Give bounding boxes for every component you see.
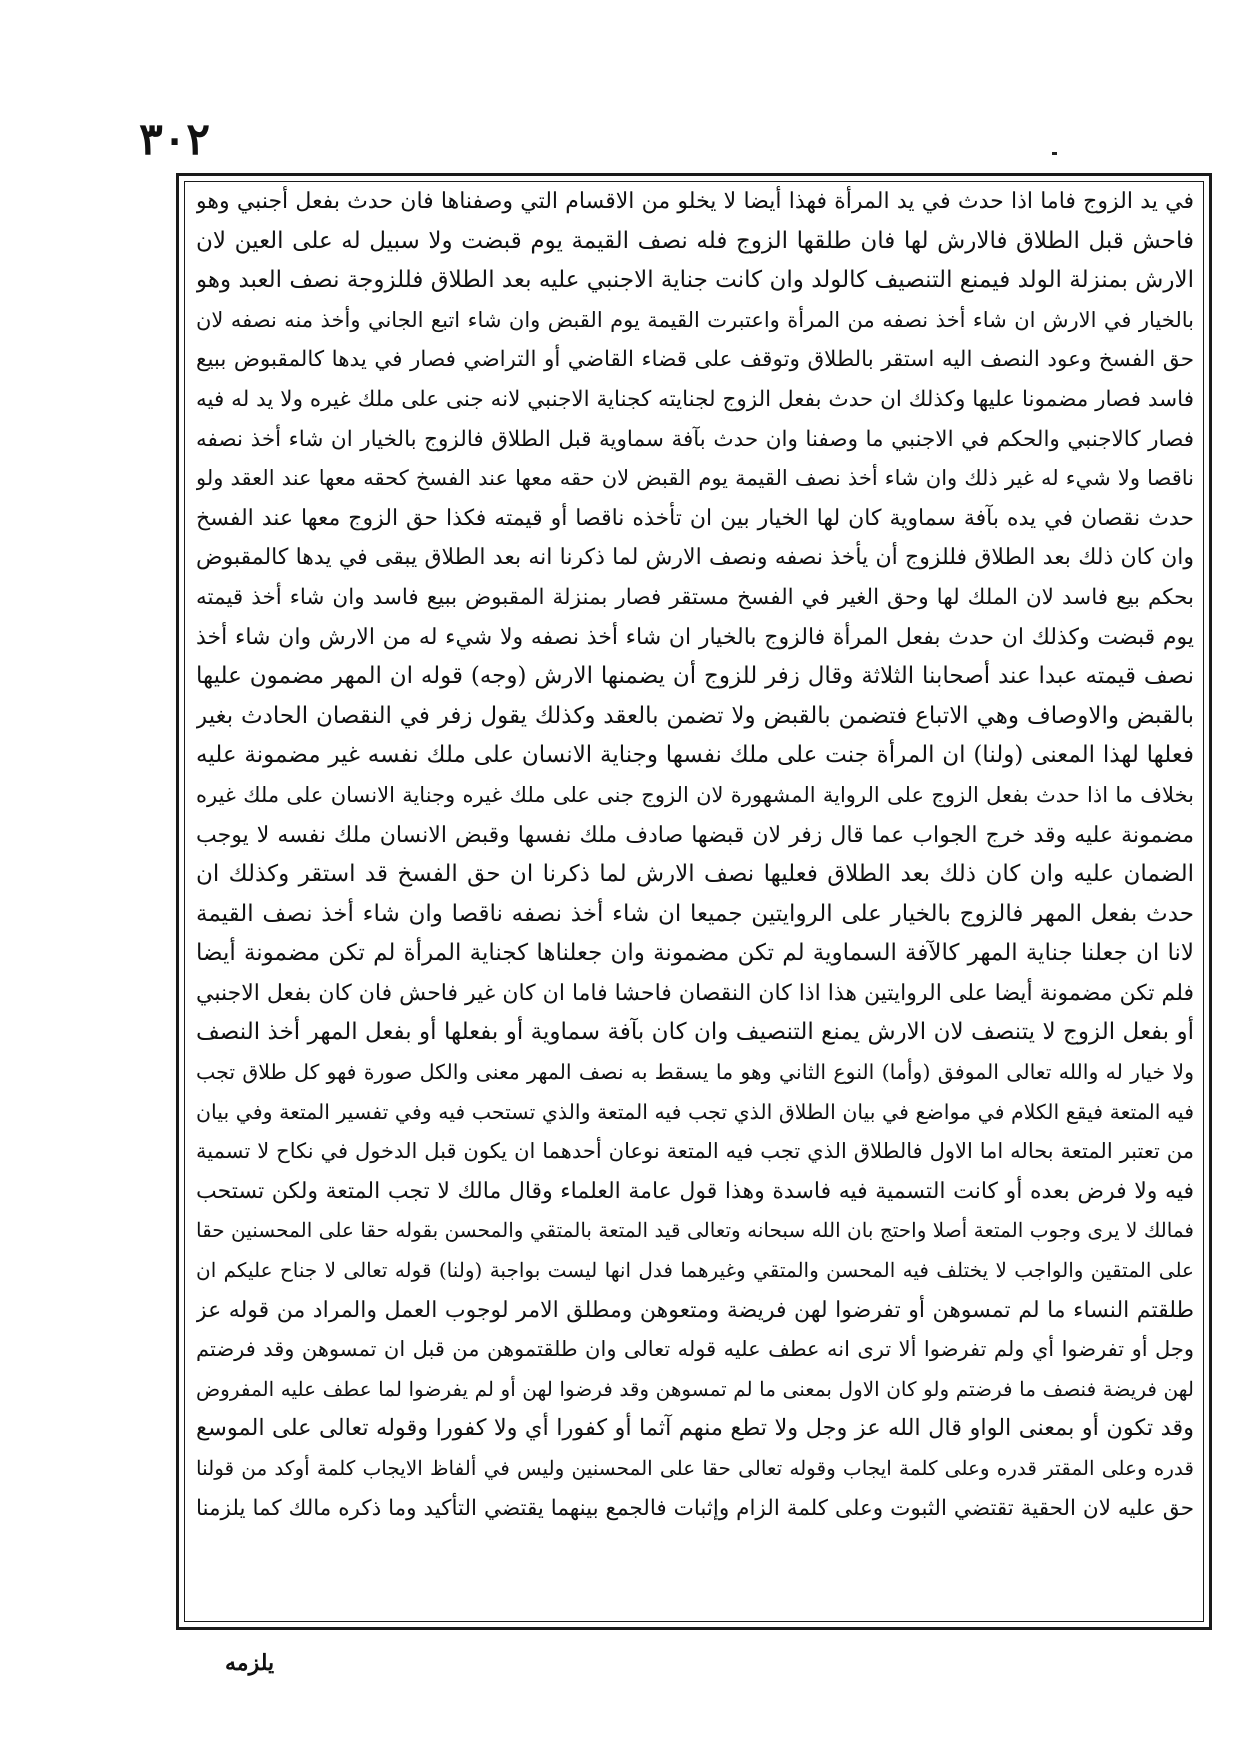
catchword: يلزمه (225, 1650, 275, 1676)
text-line: ناقصا ولا شيء له غير ذلك وان شاء أخذ نصف القيمة يوم القبض لان حقه معها عند الفسخ كحقه معها عند العقد ولو (196, 466, 1194, 491)
text-line: فصار كالاجنبي والحكم في الاجنبي ما وصفنا وان حدث بآفة سماوية قبل الطلاق فالزوج بالخيار ان شاء أخذ نصفه (196, 426, 1194, 452)
text-line: أو بفعل الزوج لا يتنصف لان الارش يمنع التنصيف وان كان بآفة سماوية أو بفعلها أو بفعل المهر أخذ النصف (196, 1019, 1194, 1046)
text-line: الارش بمنزلة الولد فيمنع التنصيف كالولد وان كانت جناية الاجنبي عليه بعد الطلاق فللزوجة نصف العبد وهو (196, 267, 1194, 294)
text-line: قدره وعلى المقتر قدره وعلى كلمة ايجاب وقوله تعالى حقا على المحسنين وليس في ألفاظ الايجاب كلمة أوكد من قولنا (196, 1456, 1194, 1480)
text-line: وجل أو تفرضوا أي ولم تفرضوا ألا ترى انه عطف عليه قوله تعالى وان طلقتموهن من قبل ان تمسوهن وقد فرضتم (196, 1337, 1194, 1362)
text-line: فاحش قبل الطلاق فالارش لها فان طلقها الزوج فله نصف القيمة يوم قبضت ولا سبيل له على العين لان (196, 227, 1194, 254)
text-line: يوم قبضت وكذلك ان حدث بفعل المرأة فالزوج بالخيار ان شاء أخذ نصفه ولا شيء له من الارش وان شاء أخذ (196, 624, 1194, 650)
text-line: الضمان عليه وان كان ذلك بعد الطلاق فعليها نصف الارش لما ذكرنا ان حق الفسخ قد استقر وكذلك ان (196, 861, 1194, 888)
body-text (196, 182, 1194, 1612)
text-line: بالخيار في الارش ان شاء أخذ نصفه من المرأة واعتبرت القيمة يوم القبض وان شاء اتبع الجاني وأخذ منه نصفه لان (196, 307, 1194, 332)
text-line: طلقتم النساء ما لم تمسوهن أو تفرضوا لهن فريضة ومتعوهن ومطلق الامر لوجوب العمل والمراد من قوله عز (196, 1297, 1194, 1323)
text-line: نصف قيمته عبدا عند أصحابنا الثلاثة وقال زفر للزوج أن يضمنها الارش (وجه) قوله ان المهر مضمون عليها (196, 663, 1194, 690)
text-line: ولا خيار له والله تعالى الموفق (وأما) النوع الثاني وهو ما يسقط به نصف المهر معنى والكل صورة فهو كل طلاق تجب (196, 1060, 1194, 1085)
text-line: فاسد فصار مضمونا عليها وكذلك ان حدث بفعل الزوج لجنايته كجناية الاجنبي لانه جنى على ملك غيره ولا يد له فيه (196, 386, 1194, 412)
page-number: ٣٠٢ (139, 114, 210, 165)
text-line: فلم تكن مضمونة أيضا على الروايتين هذا اذا كان النقصان فاحشا فاما ان كان غير فاحش فان كان بفعل الاجنبي (196, 980, 1194, 1006)
text-line: لانا ان جعلنا جناية المهر كالآفة السماوية لم تكن مضمونة وان جعلناها كجناية المرأة لم تكن مضمونة أيضا (196, 940, 1194, 967)
text-line: حدث بفعل المهر فالزوج بالخيار على الروايتين جميعا ان شاء أخذ نصفه ناقصا وان شاء أخذ نصف القيمة (196, 900, 1194, 927)
text-line: حق الفسخ وعود النصف اليه استقر بالطلاق وتوقف على قضاء القاضي أو التراضي فصار في يدها كالمقبوض ببيع (196, 347, 1194, 373)
top-mark (1052, 152, 1057, 155)
text-line: لهن فريضة فنصف ما فرضتم ولو كان الاول بمعنى ما لم تمسوهن وقد فرضوا لهن أو لم يفرضوا لما عطف عليه المفروض (196, 1376, 1194, 1401)
text-line: بحكم بيع فاسد لان الملك لها وحق الغير في الفسخ مستقر فصار بمنزلة المقبوض ببيع فاسد وان شاء أخذ قيمته (196, 584, 1194, 610)
text-line: في يد الزوج فاما اذا حدث في يد المرأة فهذا أيضا لا يخلو من الاقسام التي وصفناها فان حدث بفعل أجنبي وهو (196, 189, 1194, 214)
text-line: وان كان ذلك بعد الطلاق فللزوج أن يأخذ نصفه ونصف الارش لما ذكرنا انه بعد الطلاق يبقى في يدها كالمقبوض (196, 545, 1194, 571)
text-line: فيه المتعة فيقع الكلام في مواضع في بيان الطلاق الذي تجب فيه المتعة والذي تستحب فيه وفي تفسير المتعة وفي بيان (196, 1099, 1194, 1124)
text-line: فيه ولا فرض بعده أو كانت التسمية فيه فاسدة وهذا قول عامة العلماء وقال مالك لا تجب المتعة ولكن تستحب (196, 1178, 1194, 1204)
text-line: من تعتبر المتعة بحاله اما الاول فالطلاق الذي تجب فيه المتعة نوعان أحدهما ان يكون قبل الدخول في نكاح لا تسمية (196, 1139, 1194, 1164)
text-line: بالقبض والاوصاف وهي الاتباع فتضمن بالقبض ولا تضمن بالعقد وكذلك يقول زفر في النقصان الحادث بغير (196, 702, 1194, 729)
text-line: حدث نقصان في يده بآفة سماوية كان لها الخيار بين ان تأخذه ناقصا أو قيمته فكذا حق الزوج معها عند الفسخ (196, 505, 1194, 531)
text-line: مضمونة عليه وقد خرج الجواب عما قال زفر لان قبضها صادف ملك نفسها وقبض الانسان ملك نفسه لا يوجب (196, 822, 1194, 848)
text-line: بخلاف ما اذا حدث بفعل الزوج على الرواية المشهورة لان الزوج جنى على ملك غيره وجناية الانسان على ملك غيره (196, 782, 1194, 807)
text-line: فعلها لهذا المعنى (ولنا) ان المرأة جنت على ملك نفسها وجناية الانسان على ملك نفسه غير مضمونة عليه (196, 742, 1194, 769)
text-line: على المتقين والواجب لا يختلف فيه المحسن والمتقي وغيرهما فدل انها ليست بواجبة (ولنا) قوله تعالى لا جناح عليكم ان (196, 1258, 1194, 1283)
text-line: وقد تكون أو بمعنى الواو قال الله عز وجل ولا تطع منهم آثما أو كفورا أي ولا كفورا وقوله تعالى على الموسع (196, 1415, 1194, 1442)
text-line: فمالك لا يرى وجوب المتعة أصلا واحتج بان الله سبحانه وتعالى قيد المتعة بالمتقي والمحسن بقوله حقا على المحسنين حقا (196, 1218, 1194, 1243)
text-line: حق عليه لان الحقية تقتضي الثبوت وعلى كلمة الزام وإثبات فالجمع بينهما يقتضي التأكيد وما ذكره مالك كما يلزمنا (196, 1495, 1194, 1521)
